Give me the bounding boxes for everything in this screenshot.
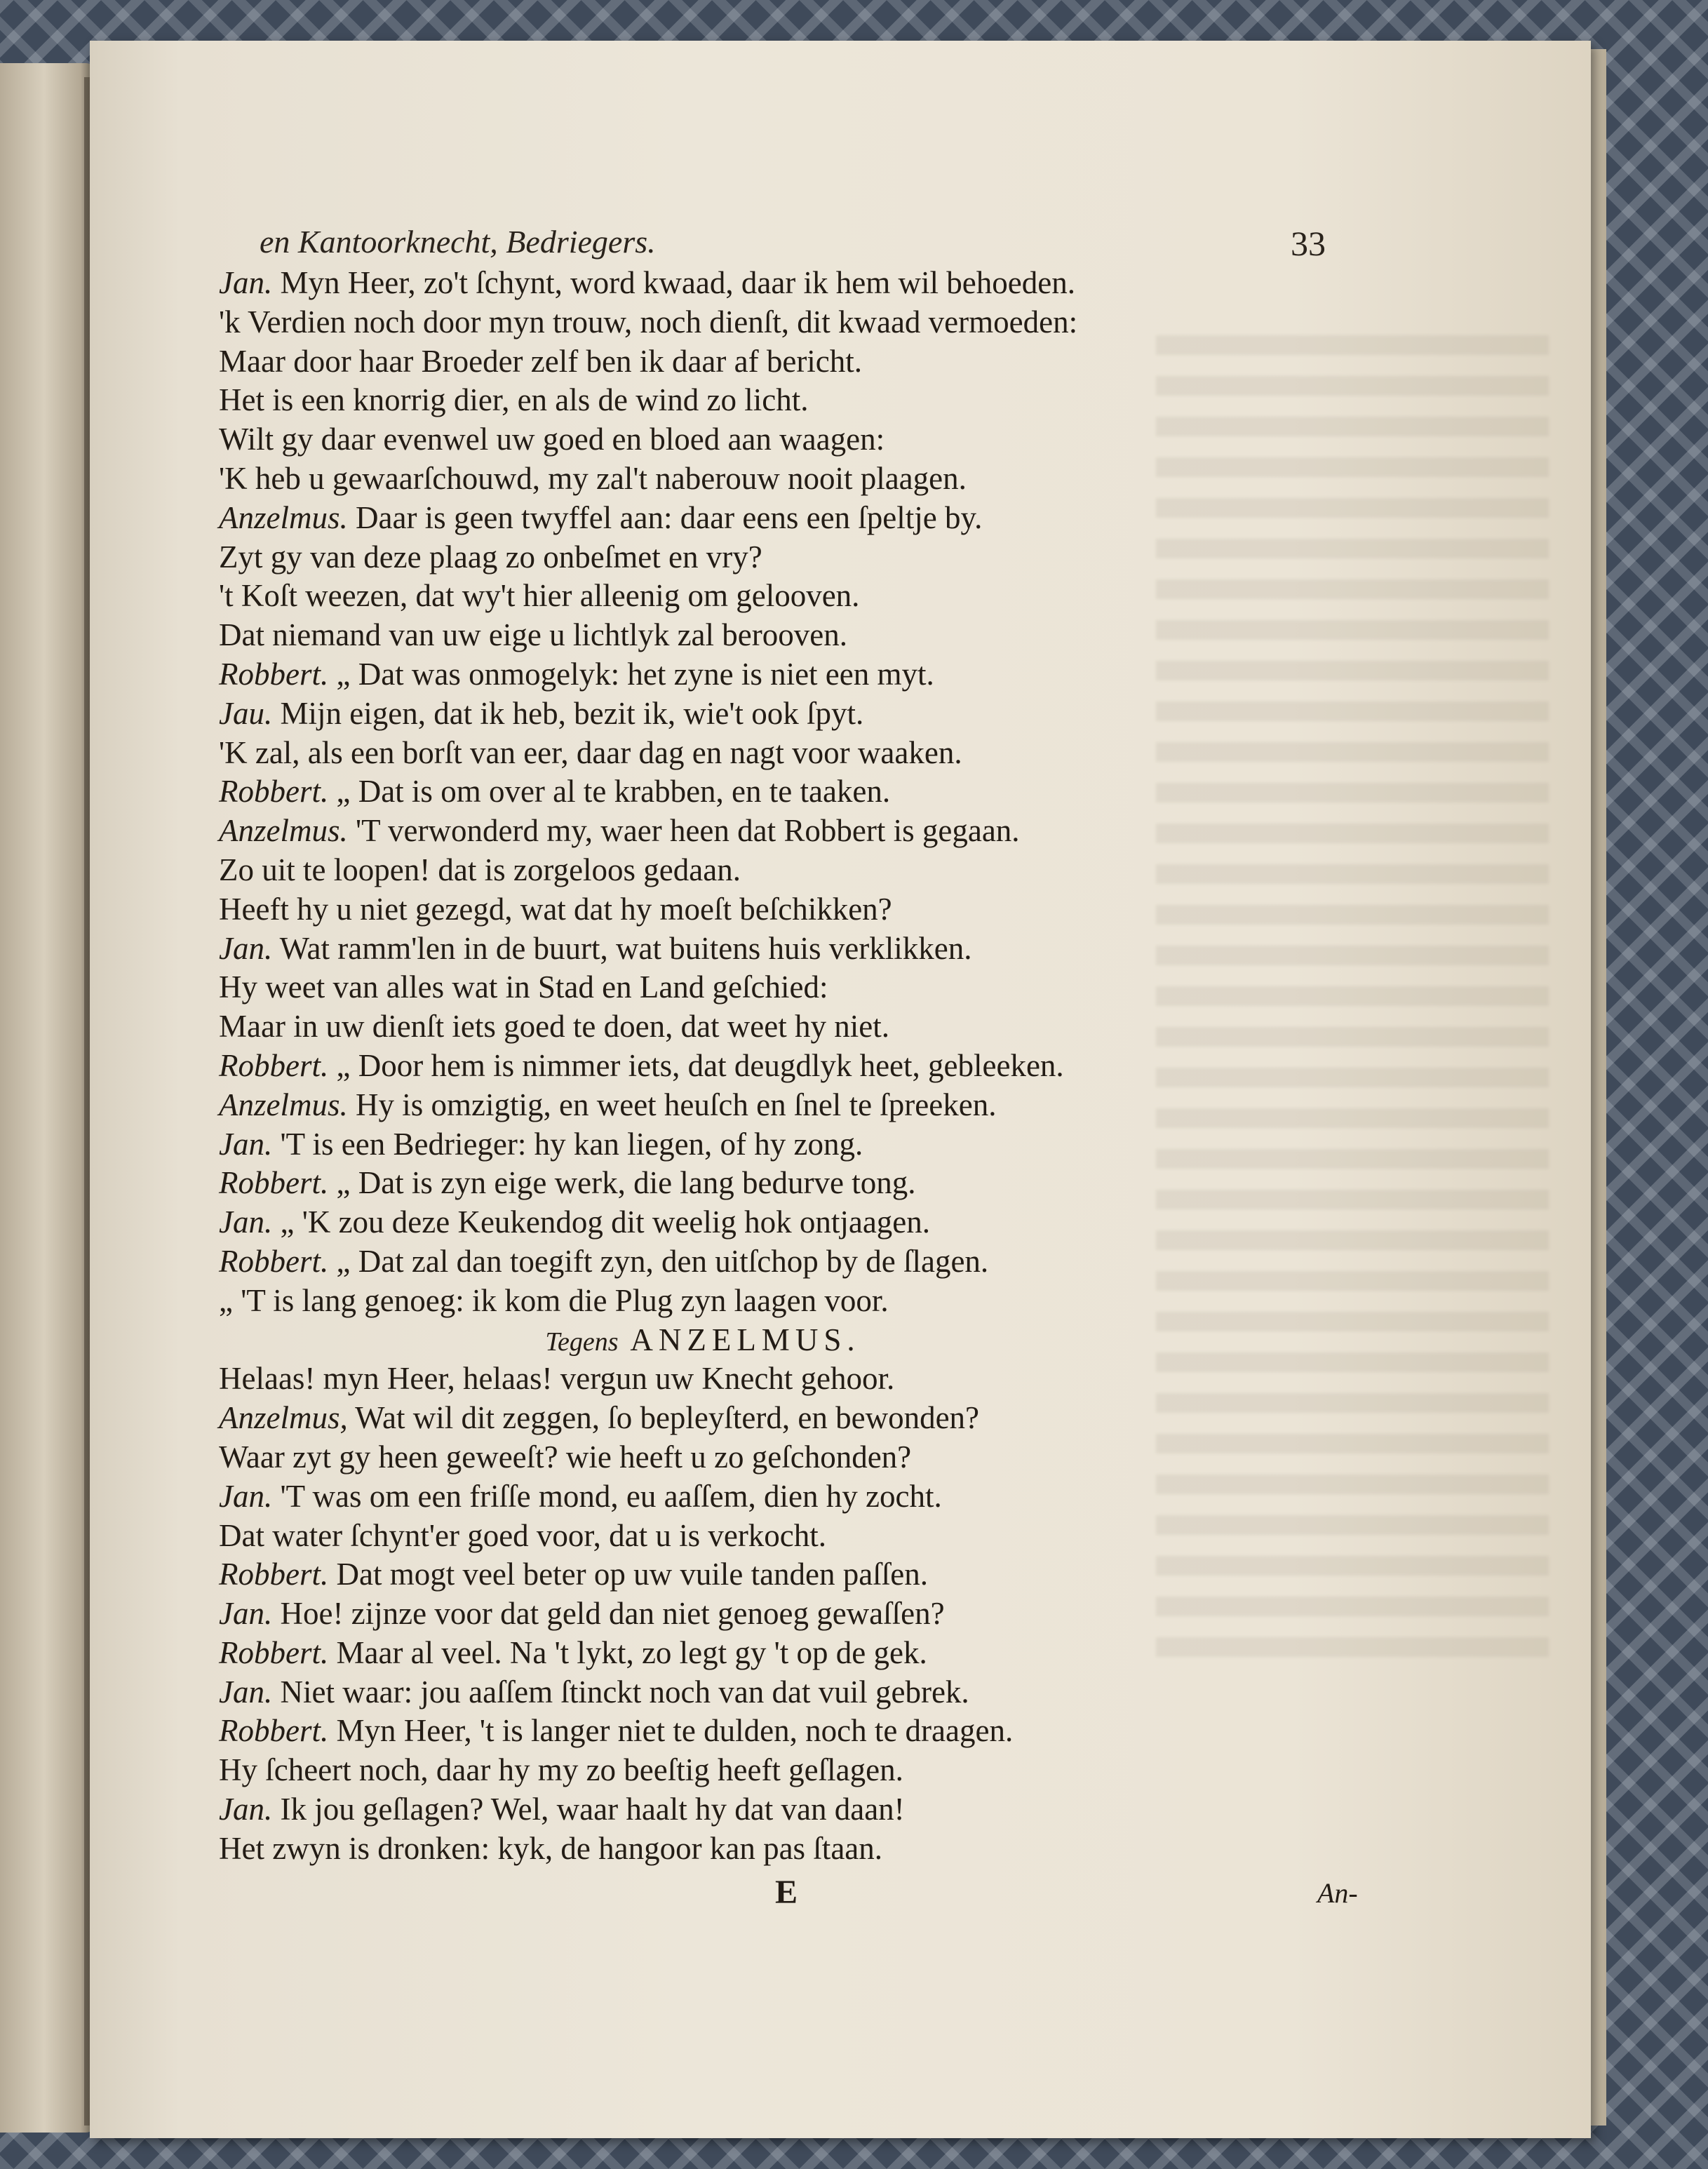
verse-line [219, 1282, 1411, 1321]
verse-line [219, 1125, 1411, 1164]
verse-text: Maar in uw dienſt iets goed te doen, dat weet hy niet. [219, 1009, 889, 1045]
verse-line [219, 1242, 1411, 1282]
verse-line [219, 1203, 1411, 1242]
verse-text: Hy ſcheert noch, daar hy my zo beeſtig heeft geſlagen. [219, 1752, 903, 1788]
running-head: en Kantoorknecht, Bedriegers. [260, 224, 656, 260]
verse-text: Dat niemand van uw eige u lichtlyk zal berooven. [219, 617, 847, 653]
speaker-name: Anzelmus. [219, 1087, 348, 1122]
speaker-name: Robbert. [219, 656, 329, 692]
verse-line [219, 1047, 1411, 1086]
verse-text: Wat wil dit zeggen, ſo bepleyſterd, en bewonden? [347, 1400, 980, 1436]
speaker-name: Robbert. [219, 1713, 329, 1749]
verse-text: Waar zyt gy heen geweeſt? wie heeft u zo geſchonden? [219, 1439, 912, 1475]
verse-line [219, 890, 1411, 929]
speaker-name: Robbert. [219, 1634, 329, 1670]
verse-text: Maar door haar Broeder zelf ben ik daar af bericht. [219, 343, 863, 379]
speaker-name: Jan. [219, 265, 273, 300]
verse-line [219, 1399, 1411, 1438]
verse-line [219, 772, 1411, 812]
verse-text: Het is een knorrig dier, en als de wind zo licht. [219, 382, 809, 418]
verse-line [219, 499, 1411, 538]
signature-mark: E [775, 1874, 798, 1911]
speaker-name: Robbert. [219, 1243, 329, 1279]
verse-text: Dat water ſchynt'er goed voor, dat u is verkocht. [219, 1517, 827, 1553]
speaker-name: Jan. [219, 930, 273, 966]
verse-line [219, 694, 1411, 734]
verse-text: Helaas! myn Heer, helaas! vergun uw Knecht gehoor. [219, 1361, 895, 1397]
verse-text: Hy is omzigtig, en weet heuſch en ſnel te ſpreeken. [347, 1087, 997, 1122]
speaker-name: Jan. [219, 1126, 273, 1162]
verse-line [219, 420, 1411, 459]
verse-text: Zyt gy van deze plaag zo onbeſmet en vry? [219, 539, 762, 575]
speaker-name: Robbert. [219, 1047, 329, 1083]
verse-text: 'T is een Bedrieger: hy kan liegen, of hy zong. [272, 1126, 863, 1162]
speaker-name: Jan. [219, 1596, 273, 1632]
verse-text: Wilt gy daar evenwel uw goed en bloed aan waagen: [219, 422, 885, 457]
verse-text: Daar is geen twyffel aan: daar eens een ſpeltje by. [347, 499, 983, 535]
verse-line [219, 1673, 1411, 1712]
verse-text: „ Dat is om over al te krabben, en te taaken. [328, 774, 891, 810]
verse-line [219, 577, 1411, 616]
verse-text: 'K zal, als een borſt van eer, daar dag en nagt voor waaken. [219, 734, 962, 770]
stage-direction-label: Tegens [545, 1327, 619, 1357]
stage-direction [219, 1321, 1411, 1360]
verse-line [219, 342, 1411, 382]
left-page-edge [0, 63, 98, 2133]
speaker-name: Anzelmus, [219, 1400, 348, 1436]
verse-line [219, 1751, 1411, 1790]
verse-line [219, 1555, 1411, 1594]
speaker-name: Jan. [219, 1204, 273, 1240]
verse-text: „ Door hem is nimmer iets, dat deugdlyk heet, gebleeken. [328, 1047, 1064, 1083]
verse-line [219, 851, 1411, 890]
verse-text: Zo uit te loopen! dat is zorgeloos gedaan. [219, 852, 741, 887]
speaker-name: Jan. [219, 1478, 273, 1514]
verse-line [219, 381, 1411, 420]
verse-line [219, 929, 1411, 969]
verse-text: Dat mogt veel beter op uw vuile tanden paſſen. [328, 1557, 928, 1592]
verse-line [219, 303, 1411, 342]
verse-text: Wat ramm'len in de buurt, wat buitens huis verklikken. [272, 930, 972, 966]
verse-line [219, 1007, 1411, 1047]
speaker-name: Robbert. [219, 774, 329, 810]
verse-line [219, 968, 1411, 1007]
speaker-name: Anzelmus. [219, 813, 348, 849]
speaker-name: Robbert. [219, 1165, 329, 1201]
verse-line [219, 1517, 1411, 1556]
verse-line [219, 1359, 1411, 1399]
verse-line [219, 1790, 1411, 1829]
verse-text: 'T verwonderd my, waer heen dat Robbert is gegaan. [347, 813, 1020, 849]
verse-text: „ 'T is lang genoeg: ik kom die Plug zyn laagen voor. [219, 1282, 889, 1318]
speaker-name: Jau. [219, 695, 273, 731]
verse-text: Het zwyn is dronken: kyk, de hangoor kan pas ſtaan. [219, 1830, 883, 1866]
verse-text: „ Dat was onmogelyk: het zyne is niet een myt. [328, 656, 934, 692]
verse-text: Maar al veel. Na 't lykt, zo legt gy 't op de gek. [328, 1634, 927, 1670]
verse-text: „ Dat is zyn eige werk, die lang bedurve tong. [328, 1165, 916, 1201]
verse-line [219, 734, 1411, 773]
verse-text: Heeft hy u niet gezegd, wat dat hy moeſt beſchikken? [219, 891, 892, 927]
verse-line [219, 655, 1411, 694]
verse-text: Myn Heer, zo't ſchynt, word kwaad, daar ik hem wil behoeden. [272, 265, 1075, 300]
speaker-name: Anzelmus. [219, 499, 348, 535]
verse-text: 'T was om een friſſe mond, eu aaſſem, dien hy zocht. [272, 1478, 942, 1514]
verse-text: Myn Heer, 't is langer niet te dulden, noch te draagen. [328, 1713, 1014, 1749]
speaker-name: Jan. [219, 1792, 273, 1827]
verse-text: „ Dat zal dan toegift zyn, den uitſchop by de ſlagen. [328, 1243, 989, 1279]
verse-text: Ik jou geſlagen? Wel, waar haalt hy dat van daan! [272, 1792, 905, 1827]
verse-text: Niet waar: jou aaſſem ſtinckt noch van dat vuil gebrek. [272, 1674, 969, 1710]
verse-line [219, 1829, 1411, 1869]
catchword: An- [1317, 1877, 1358, 1909]
verse-line [219, 1594, 1411, 1634]
verse-text: „ 'K zou deze Keukendog dit weelig hok ontjaagen. [272, 1204, 931, 1240]
speaker-name: Jan. [219, 1674, 273, 1710]
verse-text: 't Koſt weezen, dat wy't hier alleenig om gelooven. [219, 578, 860, 614]
verse-text: 'k Verdien noch door myn trouw, noch dienſt, dit kwaad vermoeden: [219, 304, 1078, 340]
verse-line [219, 1086, 1411, 1125]
verse-line [219, 1634, 1411, 1673]
verse-text: Hy weet van alles wat in Stad en Land geſchied: [219, 969, 828, 1005]
verse-line [219, 616, 1411, 655]
verse-line [219, 538, 1411, 577]
verse-line [219, 812, 1411, 851]
verse-line [219, 1477, 1411, 1517]
verse-text: Hoe! zijnze voor dat geld dan niet genoeg gewaſſen? [272, 1596, 945, 1632]
verse-text: Mijn eigen, dat ik heb, bezit ik, wie't ook ſpyt. [272, 695, 864, 731]
speaker-name: Robbert. [219, 1557, 329, 1592]
page-number: 33 [1291, 224, 1326, 263]
verse-text-block [219, 264, 1411, 1869]
verse-line [219, 1164, 1411, 1203]
verse-line [219, 459, 1411, 499]
verse-line [219, 1712, 1411, 1751]
stage-direction-name: ANZELMUS. [618, 1322, 861, 1357]
verse-line [219, 264, 1411, 303]
verse-line [219, 1438, 1411, 1477]
verse-text: 'K heb u gewaarſchouwd, my zal't naberouw nooit plaagen. [219, 460, 967, 496]
